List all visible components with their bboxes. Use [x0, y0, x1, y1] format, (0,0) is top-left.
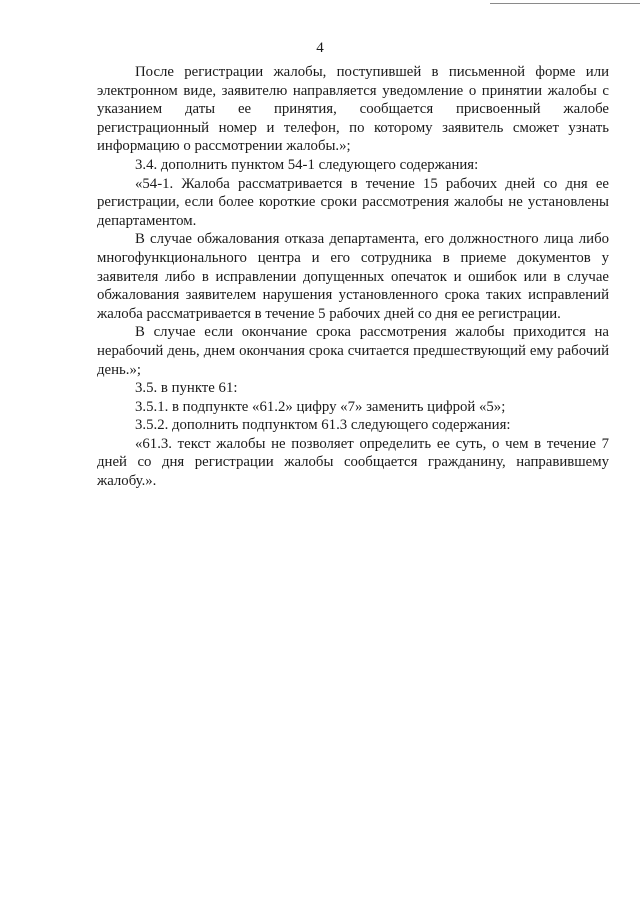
paragraph-registration-notice: После регистрации жалобы, поступившей в письменной форме или электронном виде, заявителю направляется уведомление о принятии жалобы с указанием даты ее принятия, сообщается присвоенный жалобе регистрационный номер и телефон, по которому заявитель сможет узнать информацию о рассмотрении жалобы.»;	[97, 64, 609, 155]
paragraph-point-54-1: «54-1. Жалоба рассматривается в течение 15 рабочих дней со дня ее регистрации, если более короткие сроки рассмотрения жалобы не установлены департаментом.	[97, 175, 609, 229]
paragraph-point-61-3: «61.3. текст жалобы не позволяет определить ее суть, о чем в течение 7 дней со дня регистрации жалобы сообщается гражданину, направившему жалобу.».	[97, 435, 609, 490]
paragraph-nonworking-day: В случае если окончание срока рассмотрения жалобы приходится на нерабочий день, днем окончания срока считается предшествующий ему рабочий день.»;	[97, 324, 609, 378]
page-number: 4	[316, 40, 324, 56]
paragraph-item-3-5: 3.5. в пункте 61:	[135, 380, 238, 397]
paragraph-item-3-4: 3.4. дополнить пунктом 54-1 следующего содержания:	[135, 156, 479, 173]
paragraph-item-3-5-2: 3.5.2. дополнить подпунктом 61.3 следующего содержания:	[135, 417, 511, 434]
document-body	[97, 63, 609, 491]
paragraph-appeal-refusal: В случае обжалования отказа департамента, его должностного лица либо многофункционального центра и его сотрудника в приеме документов у заявителя либо в исправлении допущенных опечаток и ошибок или в случае обжалования заявителем нарушения установленного срока таких исправлений жалоба рассматривается в течение 5 рабочих дней со дня ее регистрации.	[97, 231, 609, 322]
top-rule	[490, 3, 640, 4]
paragraph-item-3-5-1: 3.5.1. в подпункте «61.2» цифру «7» заменить цифрой «5»;	[135, 398, 506, 415]
